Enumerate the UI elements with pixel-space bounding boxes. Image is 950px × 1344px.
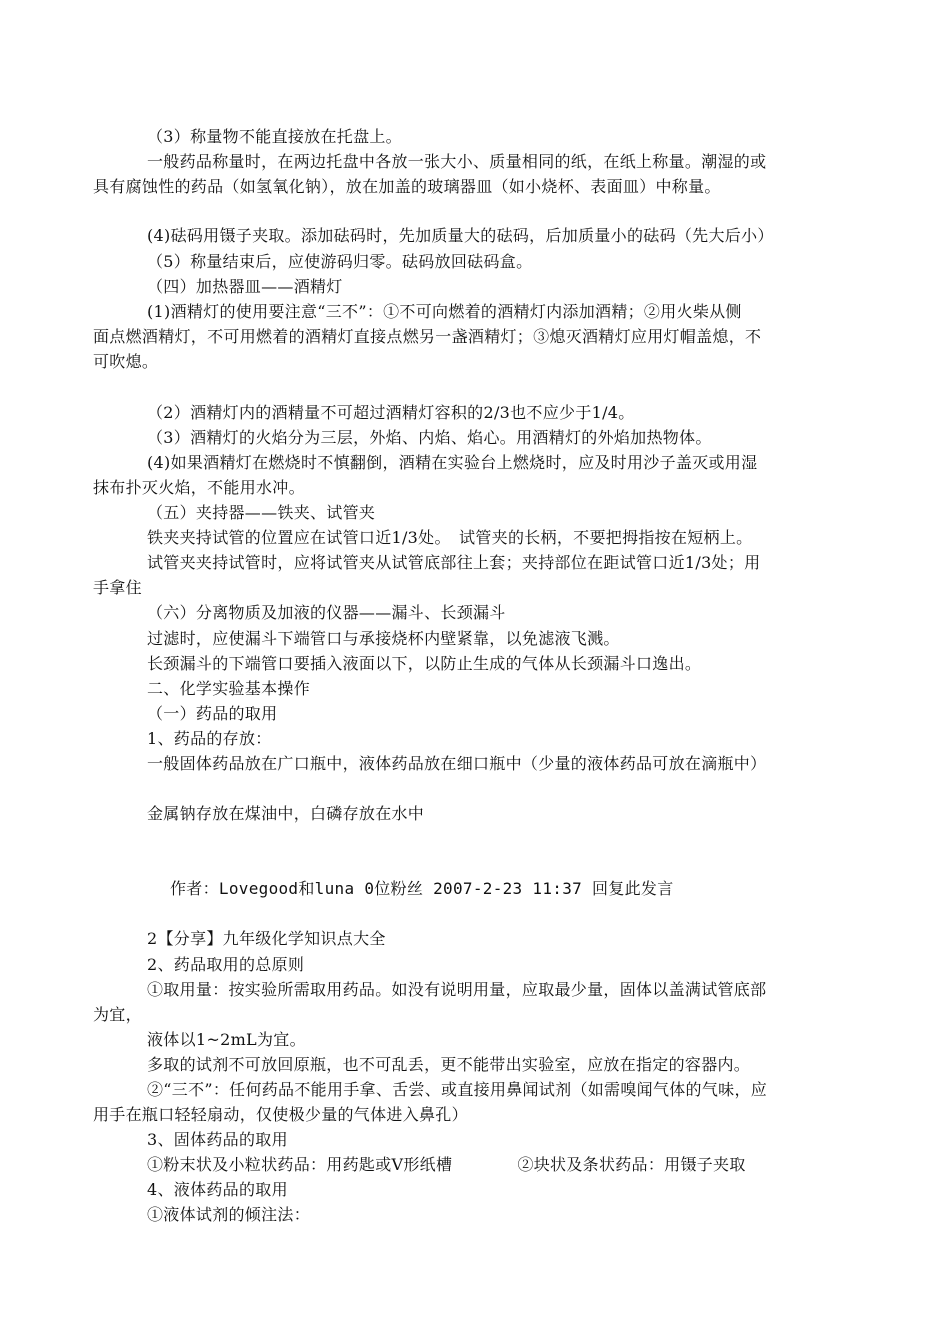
text-line: 为宜， (93, 1005, 142, 1024)
text-line: （六）分离物质及加液的仪器——漏斗、长颈漏斗 (147, 603, 506, 622)
text-line: (4)砝码用镊子夹取。添加砝码时，先加质量大的砝码，后加质量小的砝码（先大后小） (147, 226, 774, 245)
text-line: 1、药品的存放： (147, 729, 272, 748)
text-line: 长颈漏斗的下端管口要插入液面以下，以防止生成的气体从长颈漏斗口逸出。 (147, 654, 702, 673)
text-line: 过滤时，应使漏斗下端管口与承接烧杯内壁紧靠，以免滤液飞溅。 (147, 629, 620, 648)
text-line: （3）酒精灯的火焰分为三层，外焰、内焰、焰心。用酒精灯的外焰加热物体。 (147, 428, 712, 447)
text-line: 多取的试剂不可放回原瓶，也不可乱丢，更不能带出实验室，应放在指定的容器内。 (147, 1055, 751, 1074)
text-line: 抹布扑灭火焰，不能用水冲。 (93, 478, 305, 497)
text-line: ①取用量：按实验所需取用药品。如没有说明用量，应取最少量，固体以盖满试管底部 (147, 980, 767, 999)
text-line: 金属钠存放在煤油中，白磷存放在水中 (147, 804, 425, 823)
text-line: （一）药品的取用 (147, 704, 278, 723)
text-line: 可吹熄。 (93, 352, 159, 371)
section-heading: 二、化学实验基本操作 (147, 679, 311, 698)
text-line: （5）称量结束后，应使游码归零。砝码放回砝码盒。 (147, 252, 533, 271)
post-title: 2【分享】九年级化学知识点大全 (147, 929, 386, 948)
text-line: ①粉末状及小粒状药品：用药匙或V形纸槽 ②块状及条状药品：用镊子夹取 (147, 1155, 746, 1174)
text-line: （五）夹持器——铁夹、试管夹 (147, 503, 376, 522)
text-line: （2）酒精灯内的酒精量不可超过酒精灯容积的2/3也不应少于1/4。 (147, 403, 635, 422)
text-line: 铁夹夹持试管的位置应在试管口近1/3处。 试管夹的长柄，不要把拇指按在短柄上。 (147, 528, 753, 547)
text-line: (4)如果酒精灯在燃烧时不慎翻倒，酒精在实验台上燃烧时，应及时用沙子盖灭或用湿 (147, 453, 758, 472)
text-line: （3）称量物不能直接放在托盘上。 (147, 127, 402, 146)
text-line: 面点燃酒精灯，不可用燃着的酒精灯直接点燃另一盏酒精灯；③熄灭酒精灯应用灯帽盖熄，不 (93, 327, 762, 346)
text-line: 具有腐蚀性的药品（如氢氧化钠），放在加盖的玻璃器皿（如小烧杯、表面皿）中称量。 (93, 177, 721, 196)
text-line: 用手在瓶口轻轻扇动，仅使极少量的气体进入鼻孔） (93, 1105, 468, 1124)
text-line: （四）加热器皿——酒精灯 (147, 277, 343, 296)
text-line: 一般固体药品放在广口瓶中，液体药品放在细口瓶中（少量的液体药品可放在滴瓶中） (147, 754, 767, 773)
text-line: 2、药品取用的总原则 (147, 955, 305, 974)
text-line: (1)酒精灯的使用要注意“三不”：①不可向燃着的酒精灯内添加酒精；②用火柴从侧 (147, 302, 742, 321)
post-author-info: 作者：Lovegood和luna 0位粉丝 2007-2-23 11:37 回复此发言 (170, 879, 674, 898)
text-line: ②“三不”：任何药品不能用手拿、舌尝、或直接用鼻闻试剂（如需嗅闻气体的气味，应 (147, 1080, 768, 1099)
text-line: 4、液体药品的取用 (147, 1180, 288, 1199)
text-line: ①液体试剂的倾注法： (147, 1205, 311, 1224)
text-line: 手拿住 (93, 578, 142, 597)
text-line: 3、固体药品的取用 (147, 1130, 288, 1149)
text-line: 一般药品称量时，在两边托盘中各放一张大小、质量相同的纸，在纸上称量。潮湿的或 (147, 152, 767, 171)
text-line: 试管夹夹持试管时，应将试管夹从试管底部往上套；夹持部位在距试管口近1/3处；用 (147, 553, 761, 572)
text-line: 液体以1~2mL为宜。 (147, 1030, 306, 1049)
